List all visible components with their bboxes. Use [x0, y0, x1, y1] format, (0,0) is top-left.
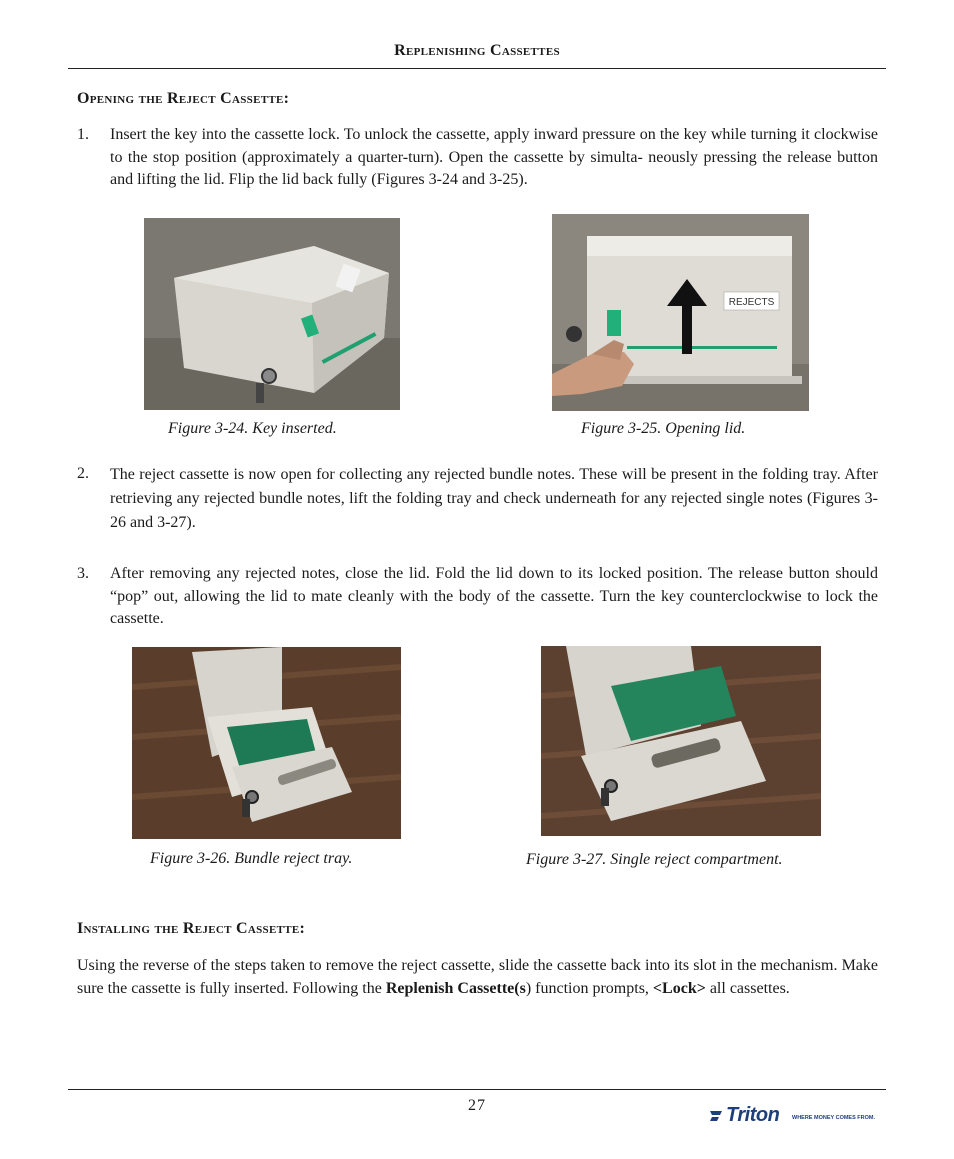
step-number: 2.: [77, 465, 89, 482]
logo-tagline: WHERE MONEY COMES FROM.: [792, 1115, 876, 1121]
figure-3-25-photo: [552, 214, 809, 411]
logo-brand: Triton: [726, 1104, 780, 1126]
installing-text: all cassettes.: [705, 979, 790, 997]
figure-3-27-photo: [541, 646, 821, 836]
page-number: 27: [468, 1097, 486, 1114]
figure-3-24-caption: Figure 3-24. Key inserted.: [168, 420, 337, 437]
figure-3-26-caption: Figure 3-26. Bundle reject tray.: [150, 850, 353, 867]
figure-3-26-photo: [132, 647, 401, 839]
lock-term: <Lock>: [652, 979, 706, 997]
rejects-label: REJECTS: [728, 297, 775, 308]
step-text: After removing any rejected notes, close the lid. Fold the lid down to its locked position. The release button should “pop” out, allowing the lid to mate cleanly with the body of the cassette. Turn the key counterclockwise to lock the cassette.: [110, 565, 878, 627]
header-rule: [68, 68, 886, 69]
installing-text: ) function prompts,: [525, 979, 653, 997]
step-text: The reject cassette is now open for collecting any rejected bundle notes. These will be present in the folding tray. After retrieving any rejected bundle notes, lift the folding tray and check underneath for any rejected single notes (Figures 3-26 and 3-27).: [110, 466, 878, 531]
step-number: 3.: [77, 565, 89, 582]
section-heading-opening: Opening the Reject Cassette:: [77, 90, 290, 107]
section-heading-installing: Installing the Reject Cassette:: [77, 920, 306, 937]
figure-3-24-photo: [144, 218, 400, 410]
step-text: Insert the key into the cassette lock. To unlock the cassette, apply inward pressure on the key while turning it clockwise to the stop position (approximately a quarter-turn). Open the cassette by simulta- neously pressing the release button and lifting the lid. Flip the lid back fully (Figures 3-24 and 3-25).: [110, 126, 878, 188]
installing-text: Using the reverse of the steps taken to remove the reject cassette, slide the cassette back into its slot in the mechanism. Make sure the cassette is fully inserted. Following the: [77, 957, 878, 997]
figure-3-25-caption: Figure 3-25. Opening lid.: [581, 420, 746, 437]
page-header-title: Replenishing Cassettes: [394, 42, 560, 59]
triton-mark-icon: [708, 1108, 724, 1124]
replenish-cassettes-term: Replenish Cassette(s: [385, 979, 526, 997]
step-number: 1.: [77, 126, 89, 143]
triton-logo: [708, 1106, 878, 1128]
installing-paragraph: [77, 955, 878, 1000]
footer-rule: [68, 1089, 886, 1090]
figure-3-27-caption: Figure 3-27. Single reject compartment.: [526, 851, 783, 868]
